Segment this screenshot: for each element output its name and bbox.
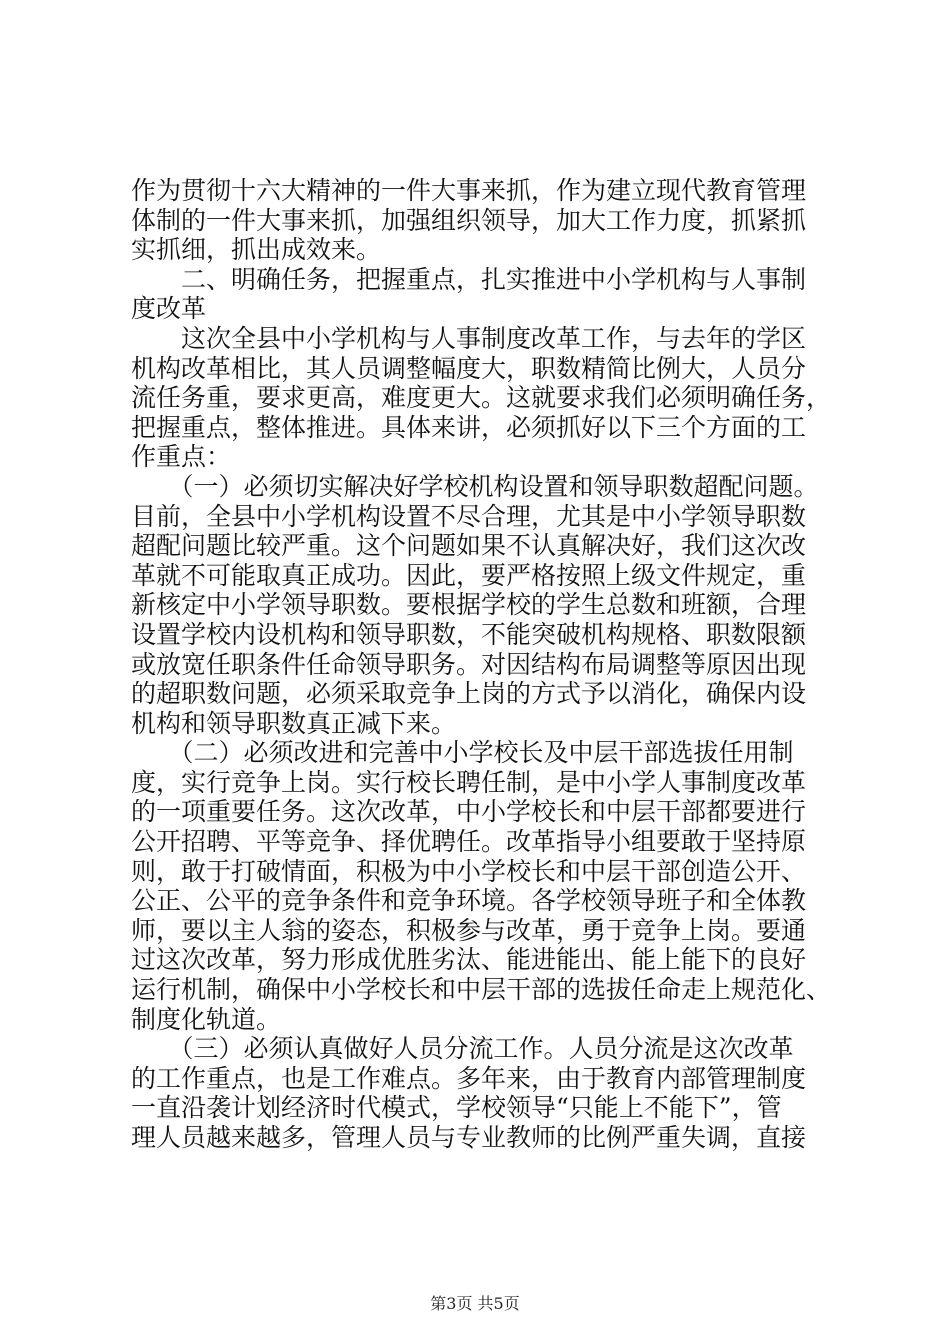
text-line: 师，要以主人翁的姿态，积极参与改革，勇于竞争上岗。要通: [131, 915, 807, 945]
text-line: 机构和领导职数真正减下来。: [131, 708, 457, 738]
text-line: 这次全县中小学机构与人事制度改革工作，与去年的学区: [131, 323, 807, 353]
text-line: 新核定中小学领导职数。要根据学校的学生总数和班额，合理: [131, 590, 807, 620]
text-line: 制度化轨道。: [131, 1004, 282, 1034]
text-line: 则，敢于打破情面，积极为中小学校长和中层干部创造公开、: [131, 856, 807, 886]
text-line: 的超职数问题，必须采取竞争上岗的方式予以消化，确保内设: [131, 679, 807, 709]
text-line: 理人员越来越多，管理人员与专业教师的比例严重失调，直接: [131, 1123, 807, 1152]
text-line: 二、明确任务，把握重点，扎实推进中小学机构与人事制: [131, 264, 807, 294]
text-line: 过这次改革，努力形成优胜劣汰、能进能出、能上能下的良好: [131, 945, 807, 975]
text-line: 机构改革相比，其人员调整幅度大，职数精简比例大，人员分: [131, 353, 807, 383]
text-line: 一直沿袭计划经济时代模式，学校领导“只能上不能下”，管: [131, 1093, 782, 1123]
text-line: 的工作重点，也是工作难点。多年来，由于教育内部管理制度: [131, 1063, 807, 1093]
text-line: 实抓细，抓出成效来。: [131, 235, 382, 265]
text-line: 体制的一件大事来抓，加强组织领导，加大工作力度，抓紧抓: [131, 205, 807, 235]
text-line: 运行机制，确保中小学校长和中层干部的选拔任命走上规范化、: [131, 975, 832, 1005]
text-line: 度，实行竞争上岗。实行校长聘任制，是中小学人事制度改革: [131, 767, 807, 797]
text-line: 度改革: [131, 294, 207, 324]
text-line: 作重点：: [131, 442, 232, 472]
text-line: （二）必须改进和完善中小学校长及中层干部选拔任用制: [131, 738, 794, 768]
text-line: 或放宽任职条件任命领导职务。对因结构布局调整等原因出现: [131, 649, 807, 679]
text-line: 的一项重要任务。这次改革，中小学校长和中层干部都要进行: [131, 797, 807, 827]
body-text: [131, 176, 841, 1153]
text-line: 公正、公平的竞争条件和竞争环境。各学校领导班子和全体教: [131, 886, 807, 916]
text-line: 革就不可能取真正成功。因此，要严格按照上级文件规定，重: [131, 560, 807, 590]
text-line: 作为贯彻十六大精神的一件大事来抓，作为建立现代教育管理: [131, 176, 807, 205]
text-line: 流任务重，要求更高，难度更大。这就要求我们必须明确任务，: [131, 383, 832, 413]
text-line: 把握重点，整体推进。具体来讲，必须抓好以下三个方面的工: [131, 412, 807, 442]
page-footer: 第3页 共5页: [430, 1294, 520, 1313]
text-line: 超配问题比较严重。这个问题如果不认真解决好，我们这次改: [131, 531, 807, 561]
text-line: （三）必须认真做好人员分流工作。人员分流是这次改革: [131, 1034, 794, 1064]
text-line: 目前，全县中小学机构设置不尽合理，尤其是中小学领导职数: [131, 501, 807, 531]
text-line: 公开招聘、平等竞争、择优聘任。改革指导小组要敢于坚持原: [131, 827, 807, 857]
text-line: 设置学校内设机构和领导职数，不能突破机构规格、职数限额: [131, 619, 807, 649]
text-line: （一）必须切实解决好学校机构设置和领导职数超配问题。: [131, 471, 819, 501]
